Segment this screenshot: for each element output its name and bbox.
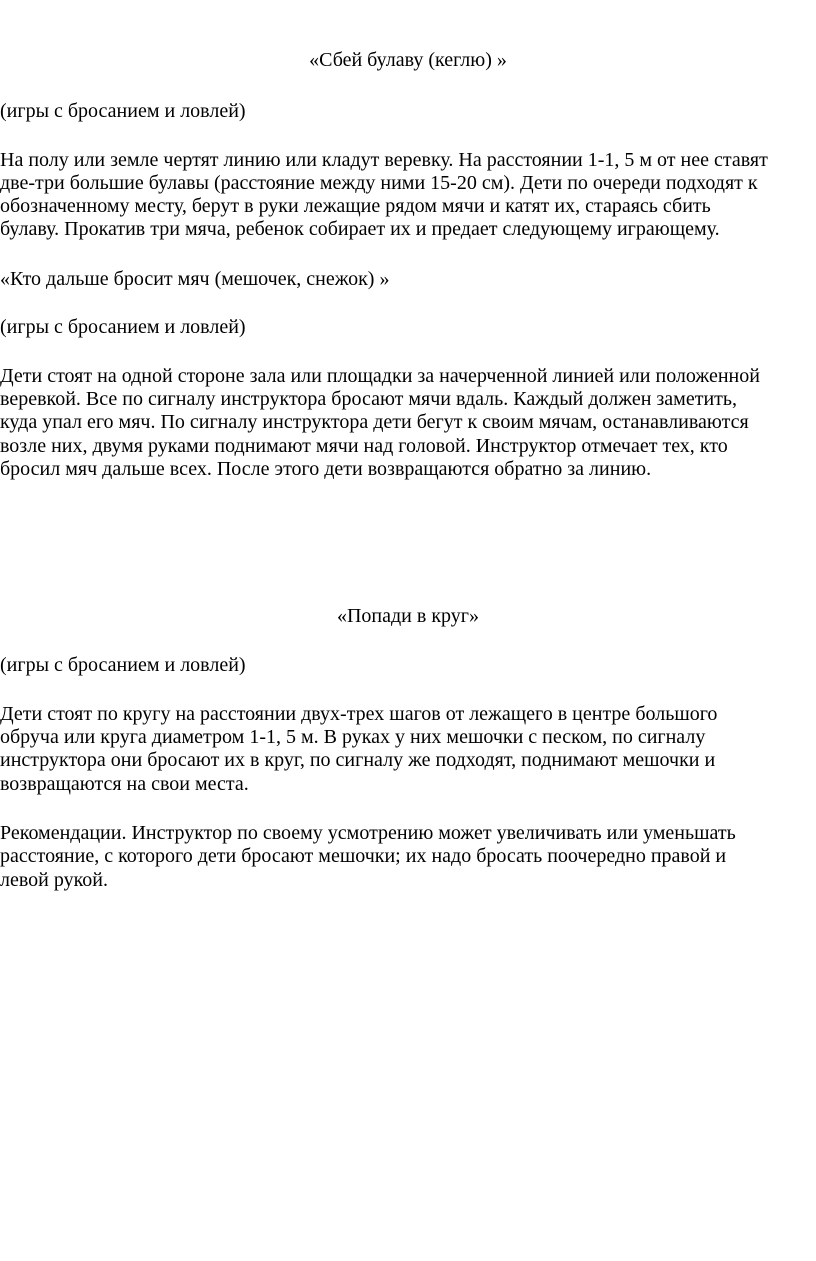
section-1-category: (игры с бросанием и ловлей) [0, 100, 246, 122]
section-3-paragraph-1-line-1: Дети стоят по кругу на расстоянии двух-трех шагов от лежащего в центре большого [0, 703, 718, 725]
section-2-paragraph-1-line-3: куда упал его мяч. По сигналу инструктора дети бегут к своим мячам, останавливаются [0, 411, 749, 433]
section-3-paragraph-1-line-2: обруча или круга диаметром 1-1, 5 м. В руках у них мешочки с песком, по сигналу [0, 726, 706, 748]
section-3-category: (игры с бросанием и ловлей) [0, 654, 246, 676]
section-2-title: «Кто дальше бросит мяч (мешочек, снежок) » [0, 268, 390, 290]
section-3-paragraph-1-line-3: инструктора они бросают их в круг, по сигналу же подходят, поднимают мешочки и [0, 749, 716, 771]
section-3-paragraph-2-line-2: расстояние, с которого дети бросают мешочки; их надо бросать поочередно правой и [0, 845, 727, 867]
section-1-paragraph-1-line-1: На полу или земле чертят линию или кладут веревку. На расстоянии 1-1, 5 м от нее ставят [0, 149, 768, 171]
section-1-paragraph-1-line-3: обозначенному месту, берут в руки лежащие рядом мячи и катят их, стараясь сбить [0, 195, 711, 217]
section-1-title: «Сбей булаву (кеглю) » [309, 49, 507, 71]
section-2-paragraph-1-line-1: Дети стоят на одной стороне зала или площадки за начерченной линией или положенной [0, 365, 760, 387]
section-3-title: «Попади в круг» [336, 605, 479, 627]
section-3-paragraph-2-line-3: левой рукой. [0, 869, 109, 891]
section-3-paragraph-1-line-4: возвращаются на свои места. [0, 773, 249, 795]
section-2-category: (игры с бросанием и ловлей) [0, 316, 246, 338]
section-3-paragraph-2-line-1: Рекомендации. Инструктор по своему усмотрению может увеличивать или уменьшать [0, 822, 736, 844]
section-1-paragraph-1-line-2: две-три большие булавы (расстояние между ними 15-20 см). Дети по очереди подходят к [0, 172, 758, 194]
section-2-paragraph-1-line-2: веревкой. Все по сигналу инструктора бросают мячи вдаль. Каждый должен заметить, [0, 388, 738, 410]
section-2-paragraph-1-line-4: возле них, двумя руками поднимают мячи над головой. Инструктор отмечает тех, кто [0, 435, 728, 457]
section-1-paragraph-1-line-4: булаву. Прокатив три мяча, ребенок собирает их и предает следующему играющему. [0, 218, 720, 240]
section-2-paragraph-1-line-5: бросил мяч дальше всех. После этого дети возвращаются обратно за линию. [0, 458, 652, 480]
